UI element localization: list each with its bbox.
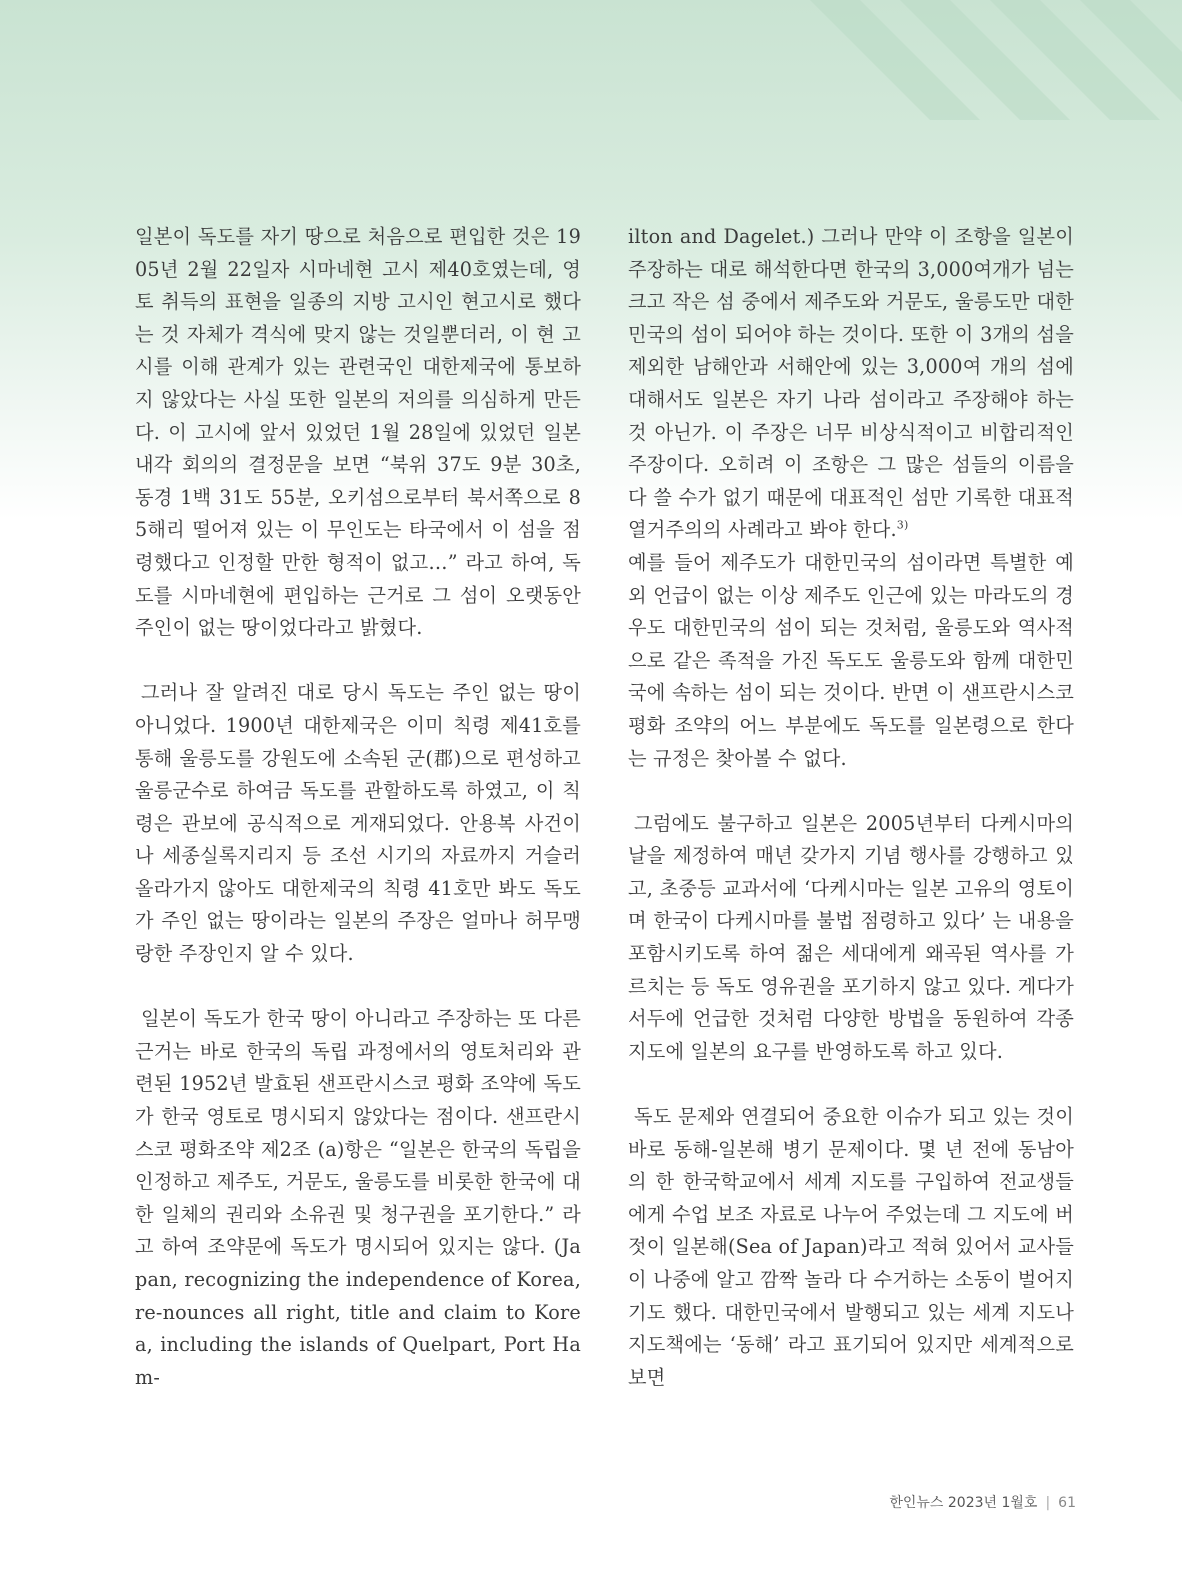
paragraph: 그러나 잘 알려진 대로 당시 독도는 주인 없는 땅이 아니었다. 1900년 대한제국은 이미 칙령 제41호를 통해 울릉도를 강원도에 소속된 군(郡)으로 편성하고 울릉군수로 하여금 독도를 관할하도록 하였고, 이 칙령은 관보에 공식적으로 게재되었다. 안용복 사건이나 세종실록지리지 등 조선 시기의 자료까지 거슬러 올라가지 않아도 대한제국의 칙령 41호만 봐도 독도가 주인 없는 땅이라는 일본의 주장은 얼마나 허무맹랑한 주장인지 알 수 있다. — [135, 681, 581, 966]
paragraph-text: ilton and Dagelet.) 그러나 만약 이 조항을 일본이 주장하는 대로 해석한다면 한국의 3,000여개가 넘는 크고 작은 섬 중에서 제주도와 거문도, 울릉도만 대한민국의 섬이 되어야 하는 것이다. 또한 이 3개의 섬을 제외한 남해안과 서해안에 있는 3,000여 개의 섬에 대해서도 일본은 자기 나라 섬이라고 주장해야 하는 것 아닌가. 이 주장은 너무 비상식적이고 비합리적인 주장이다. 오히려 이 조항은 그 많은 섬들의 이름을 다 쓸 수가 없기 때문에 대표적인 섬만 기록한 대표적 열거주의의 사례라고 봐야 한다. — [628, 225, 1074, 542]
footnote-marker: 3) — [896, 518, 909, 532]
paragraph: 예를 들어 제주도가 대한민국의 섬이라면 특별한 예외 언급이 없는 이상 제주도 인근에 있는 마라도의 경우도 대한민국의 섬이 되는 것처럼, 울릉도와 역사적으로 같은 족적을 가진 독도도 울릉도와 함께 대한민국에 속하는 섬이 되는 것이다. 반면 이 샌프란시스코 평화 조약의 어느 부분에도 독도를 일본령으로 한다는 규정은 찾아볼 수 없다. — [628, 550, 1074, 770]
paragraph: 그럼에도 불구하고 일본은 2005년부터 다케시마의 날을 제정하여 매년 갖가지 기념 행사를 강행하고 있고, 초중등 교과서에 ‘다케시마는 일본 고유의 영토이며 한국이 다케시마를 불법 점령하고 있다’ 는 내용을 포함시키도록 하여 젊은 세대에게 왜곡된 역사를 가르치는 등 독도 영유권을 포기하지 않고 있다. 게다가 서두에 언급한 것처럼 다양한 방법을 동원하여 각종 지도에 일본의 요구를 반영하도록 하고 있다. — [628, 811, 1074, 1063]
paragraph: 일본이 독도가 한국 땅이 아니라고 주장하는 또 다른 근거는 바로 한국의 독립 과정에서의 영토처리와 관련된 1952년 발효된 샌프란시스코 평화 조약에 독도가 한국 영토로 명시되지 않았다는 점이다. 샌프란시스코 평화조약 제2조 (a)항은 “일본은 한국의 독립을 인정하고 제주도, 거문도, 울릉도를 비롯한 한국에 대한 일체의 권리와 소유권 및 청구권을 포기한다.” 라고 하여 조약문에 독도가 명시되어 있지는 않다. (Japan, recognizing the independence of Korea, re-nounces all right, title and claim to Korea, including the islands of Quelpart, Port Ham- — [135, 1007, 581, 1389]
article-column-right — [628, 221, 1074, 1394]
publication-title: 한인뉴스 2023년 1월호 — [889, 1495, 1038, 1511]
paragraph-gap — [135, 645, 581, 678]
paragraph-gap — [135, 971, 581, 1004]
page-number: 61 — [1058, 1495, 1076, 1511]
paragraph — [628, 221, 1074, 547]
decorative-stripes — [0, 0, 1182, 120]
paragraph-gap — [628, 1068, 1074, 1101]
footer-separator: | — [1045, 1495, 1051, 1511]
article-column-left — [135, 221, 581, 1394]
paragraph-gap — [628, 775, 1074, 808]
paragraph: 독도 문제와 연결되어 중요한 이슈가 되고 있는 것이 바로 동해-일본해 병기 문제이다. 몇 년 전에 동남아의 한 한국학교에서 세계 지도를 구입하여 전교생들에게 수업 보조 자료로 나누어 주었는데 그 지도에 버젓이 일본해(Sea of Japan)라고 적혀 있어서 교사들이 나중에 알고 깜짝 놀라 다 수거하는 소동이 벌어지기도 했다. 대한민국에서 발행되고 있는 세계 지도나 지도책에는 ‘동해’ 라고 표기되어 있지만 세계적으로 보면 — [628, 1105, 1074, 1389]
page-footer — [889, 1492, 1076, 1512]
paragraph: 일본이 독도를 자기 땅으로 처음으로 편입한 것은 1905년 2월 22일자 시마네현 고시 제40호였는데, 영토 취득의 표현을 일종의 지방 고시인 현고시로 했다는 것 자체가 격식에 맞지 않는 것일뿐더러, 이 현 고시를 이해 관계가 있는 관련국인 대한제국에 통보하지 않았다는 사실 또한 일본의 저의를 의심하게 만든다. 이 고시에 앞서 있었던 1월 28일에 있었던 일본 내각 회의의 결정문을 보면 “북위 37도 9분 30초, 동경 1백 31도 55분, 오키섬으로부터 북서쪽으로 85해리 떨어져 있는 이 무인도는 타국에서 이 섬을 점령했다고 인정할 만한 형적이 없고…” 라고 하여, 독도를 시마네현에 편입하는 근거로 그 섬이 오랫동안 주인이 없는 땅이었다라고 밝혔다. — [135, 225, 581, 640]
